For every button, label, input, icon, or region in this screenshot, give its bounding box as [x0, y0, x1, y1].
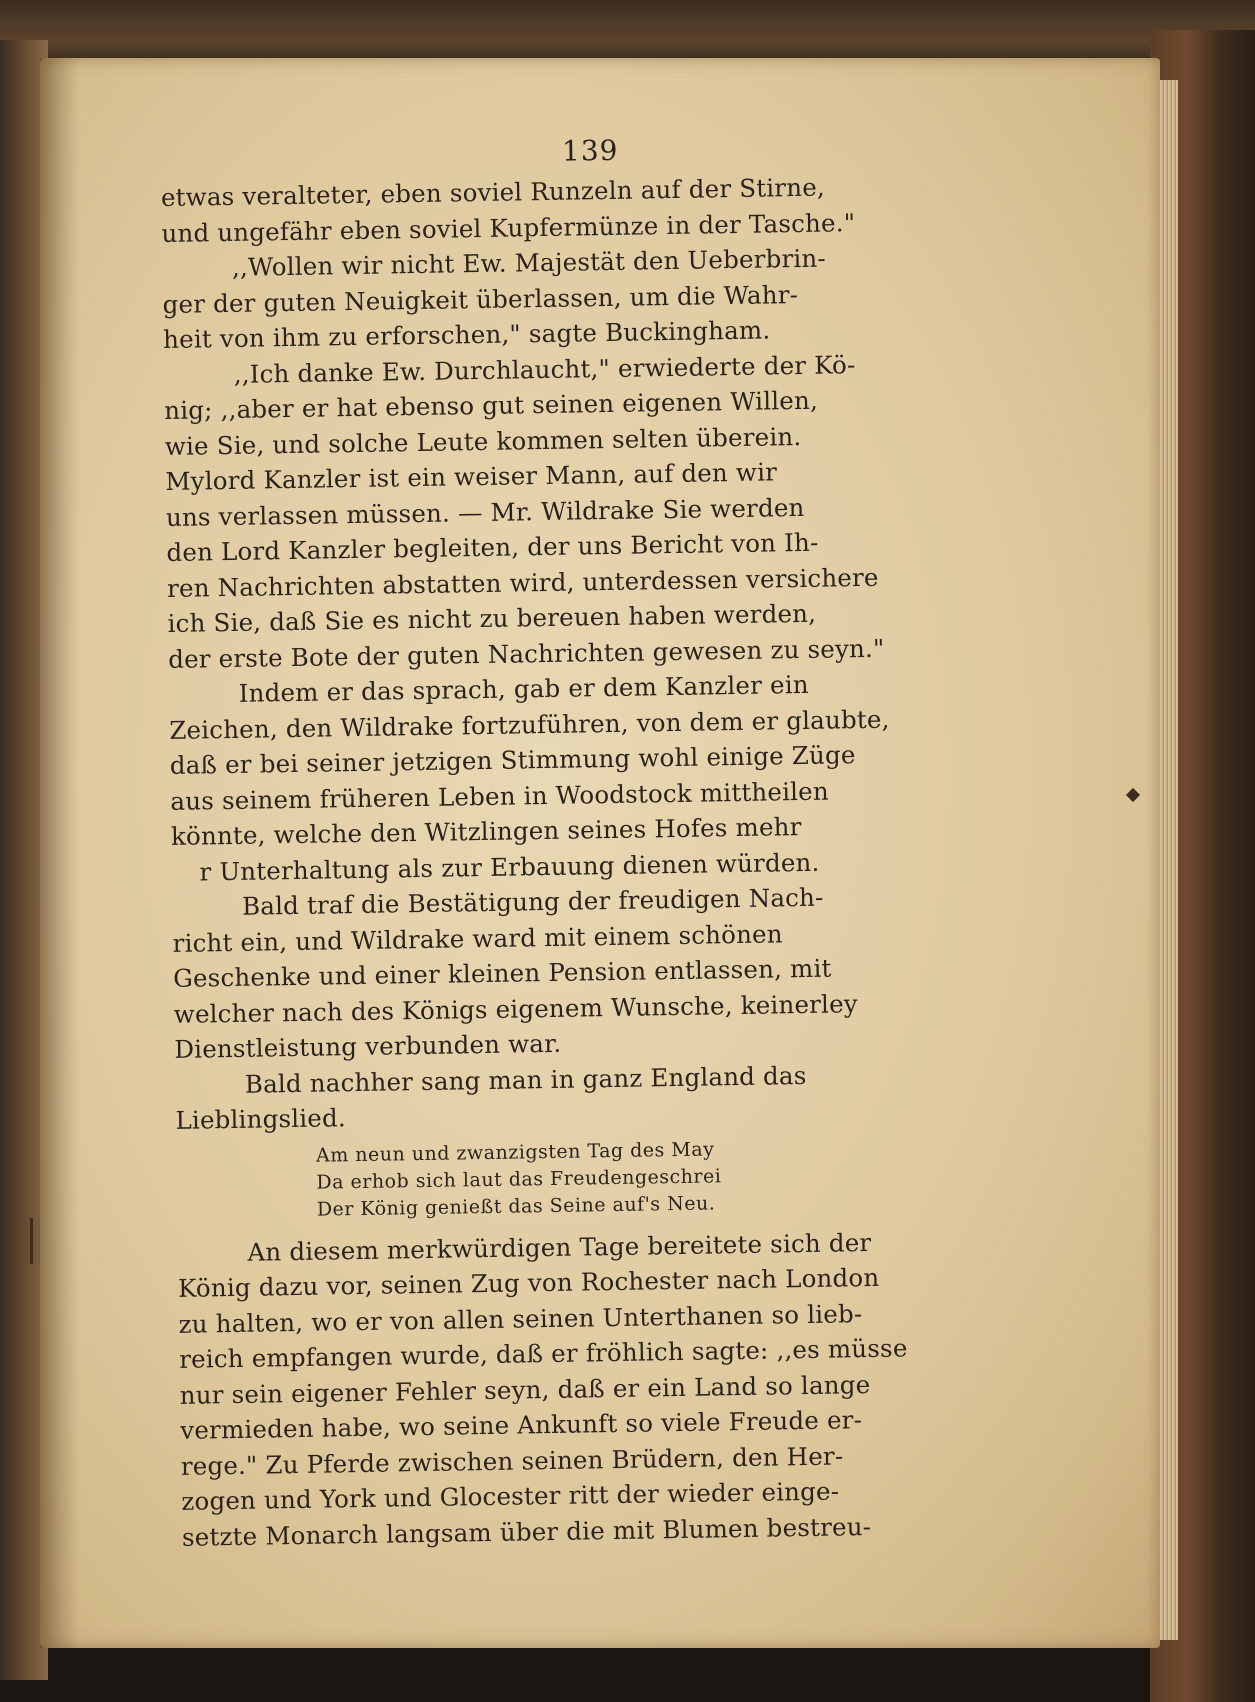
text-line: und ungefähr eben soviel Kupfermünze in der Tasche.": [161, 207, 856, 248]
text-line: setzte Monarch langsam über die mit Blumen bestreu-: [181, 1511, 872, 1552]
text-line: Indem er das sprach, gab er dem Kanzler ein: [238, 669, 809, 708]
text-line: zu halten, wo er von allen seinen Unterthanen so lieb-: [178, 1298, 863, 1339]
margin-tick: [30, 1218, 33, 1264]
poem-line: Der König genießt das Seine auf's Neu.: [316, 1191, 716, 1221]
text-line: könnte, welche den Witzlingen seines Hofes mehr: [170, 812, 802, 851]
poem-line: Da erhob sich laut das Freudengeschrei: [316, 1164, 722, 1194]
text-line: uns verlassen müssen. — Mr. Wildrake Sie werden: [165, 492, 805, 532]
text-line: ,,Wollen wir nicht Ew. Majestät den Ueberbrin-: [231, 243, 827, 282]
text-line: Geschenke und einer kleinen Pension entlassen, mit: [172, 953, 832, 993]
text-line: Mylord Kanzler ist ein weiser Mann, auf den wir: [165, 457, 778, 496]
text-line: König dazu vor, seinen Zug von Rochester nach London: [177, 1262, 880, 1303]
text-line: ger der guten Neuigkeit überlassen, um die Wahr-: [162, 279, 799, 319]
text-line: heit von ihm zu erforschen," sagte Buckingham.: [162, 315, 771, 354]
text-line: Bald traf die Bestätigung der freudigen Nach-: [241, 882, 824, 921]
text-line: Dienstleistung verbunden war.: [174, 1028, 562, 1064]
text-line: aus seinem früheren Leben in Woodstock mittheilen: [170, 776, 830, 816]
text-line: rege." Zu Pferde zwischen seinen Brüdern, den Her-: [180, 1440, 844, 1481]
gutter-shadow: [40, 58, 80, 1648]
text-line: wie Sie, und solche Leute kommen selten überein.: [164, 421, 802, 461]
text-line: etwas veralteter, eben soviel Runzeln auf der Stirne,: [160, 172, 826, 212]
text-line: welcher nach des Königs eigenem Wunsche, keinerley: [173, 988, 859, 1029]
text-line: der erste Bote der guten Nachrichten gewesen zu seyn.": [167, 633, 885, 674]
text-line: ich Sie, daß Sie es nicht zu bereuen haben werden,: [167, 598, 817, 638]
text-line: r Unterhaltung als zur Erbauung dienen würden.: [199, 847, 820, 886]
text-line: Lieblingslied.: [175, 1103, 347, 1135]
text-line: Zeichen, den Wildrake fortzuführen, von dem er glaubte,: [169, 704, 890, 745]
page-number: 139: [561, 133, 619, 168]
text-line: zogen und York und Glocester ritt der wieder einge-: [181, 1476, 840, 1516]
text-line: ,,Ich danke Ew. Durchlaucht," erwiederte der Kö-: [233, 349, 856, 389]
text-line: Bald nachher sang man in ganz England das: [244, 1060, 807, 1099]
text-line: richt ein, und Wildrake ward mit einem schönen: [172, 918, 783, 958]
poem-line: Am neun und zwanzigsten Tag des May: [315, 1137, 715, 1167]
text-line: den Lord Kanzler begleiten, der uns Bericht von Ih-: [166, 527, 819, 567]
text-line: An diesem merkwürdigen Tage bereitete sich der: [247, 1227, 872, 1267]
text-line: ren Nachrichten abstatten wird, unterdessen versichere: [166, 562, 879, 603]
text-line: daß er bei seiner jetzigen Stimmung wohl einige Züge: [169, 740, 856, 780]
page-text-block: [160, 124, 1042, 1554]
text-line: vermieden habe, wo seine Ankunft so viele Freude er-: [180, 1405, 863, 1445]
text-line: nur sein eigener Fehler seyn, daß er ein Land so lange: [179, 1369, 871, 1410]
poem-block: [316, 1131, 1037, 1223]
text-line: reich empfangen wurde, daß er fröhlich sagte: ,,es müsse: [178, 1333, 908, 1374]
text-line: nig; ,,aber er hat ebenso gut seinen eigenen Willen,: [164, 385, 819, 425]
